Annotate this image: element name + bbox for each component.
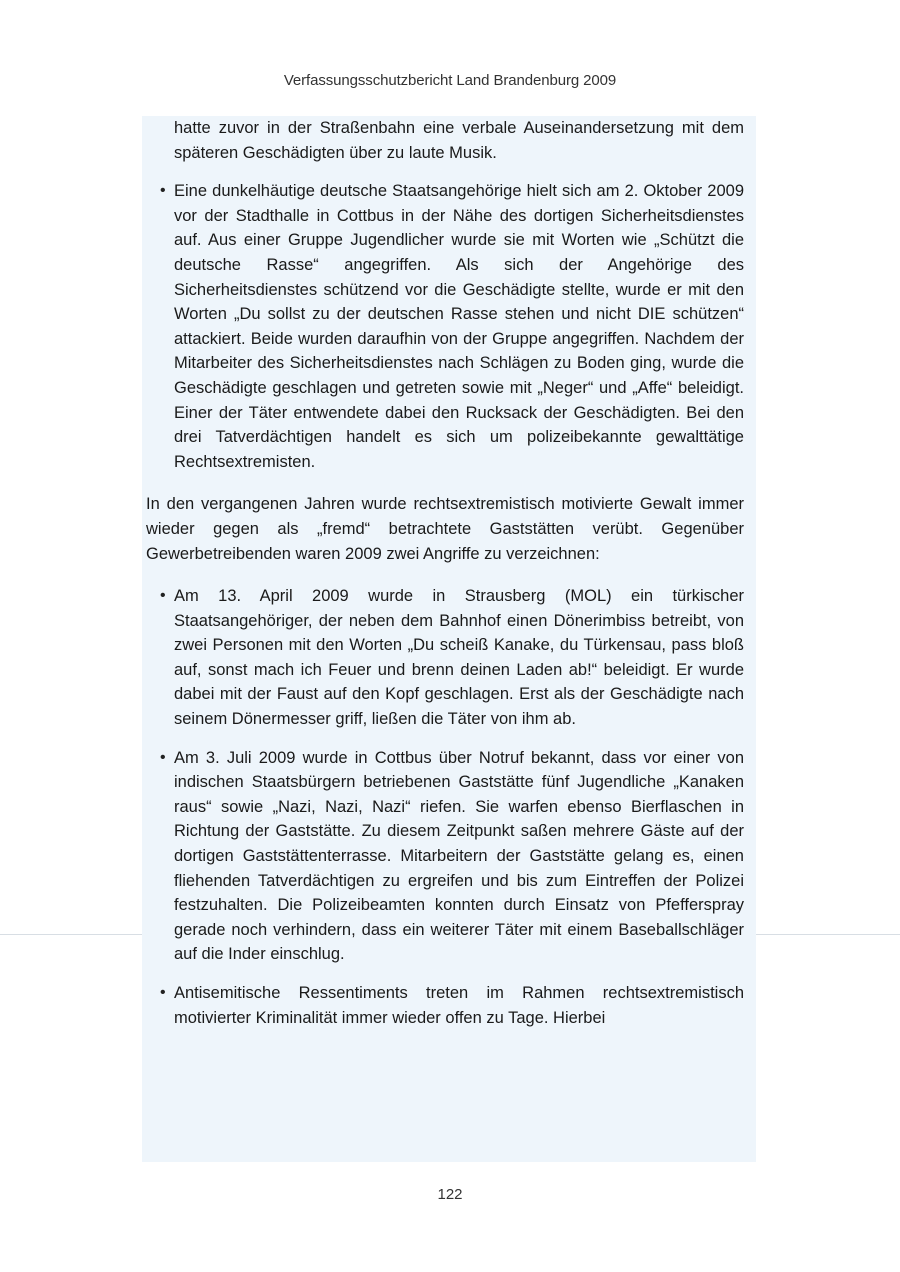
bullet-text: Eine dunkelhäutige deutsche Staatsangehörige hielt sich am 2. Oktober 2009 vor der Stadthalle in Cottbus in der Nähe des dortigen Sicherheitsdienstes auf. Aus einer Gruppe Jugendlicher wurde sie mit Worten wie „Schützt die deutsche Rasse“ angegriffen. Als sich der Angehörige des Sicherheitsdienstes schützend vor die Geschädigte stellte, wurde er mit den Worten „Du sollst zu der deutschen Rasse stehen und nicht DIE schützen“ attackiert. Beide wurden daraufhin von der Gruppe angegriffen. Nachdem der Mitarbeiter des Sicherheitsdienstes nach Schlägen zu Boden ging, wurde die Geschädigte geschlagen und getreten sowie mit „Neger“ und „Affe“ beleidigt. Einer der Täter entwendete dabei den Rucksack der Geschädigten. Bei den drei Tatverdächtigen handelt es sich um polizeibekannte gewalttätige Rechtsextremisten.: [174, 182, 744, 471]
paragraph-text: hatte zuvor in der Straßenbahn eine verbale Auseinandersetzung mit dem späteren Geschädigten über zu laute Musik.: [174, 119, 744, 162]
bullet-item: [142, 746, 756, 967]
paragraph-continuation: [142, 116, 756, 165]
text-panel: [142, 116, 756, 1162]
bullet-text: Am 3. Juli 2009 wurde in Cottbus über Notruf bekannt, dass vor einer von indischen Staatsbürgern betriebenen Gaststätte fünf Jugendliche „Kanaken raus“ sowie „Nazi, Nazi, Nazi“ riefen. Sie warfen ebenso Bierflaschen in Richtung der Gaststätte. Zu diesem Zeitpunkt saßen mehrere Gäste auf der dortigen Gaststättenterrasse. Mitarbeitern der Gaststätte gelang es, einen fliehenden Tatverdächtigen zu ergreifen und bis zum Eintreffen der Polizei festzuhalten. Die Polizeibeamten konnten durch Einsatz von Pfefferspray gerade noch verhindern, dass ein weiterer Täter mit einem Baseballschläger auf die Inder einschlug.: [174, 748, 744, 964]
page-header: Verfassungsschutzbericht Land Brandenburg 2009: [283, 72, 617, 89]
bullet-item: [142, 179, 756, 474]
paragraph: [142, 492, 756, 566]
bullet-text: Am 13. April 2009 wurde in Strausberg (MOL) ein türkischer Staatsangehöriger, der neben dem Bahnhof einen Dönerimbiss betreibt, von zwei Personen mit den Worten „Du scheiß Kanake, du Türkensau, pass bloß auf, sonst mach ich Feuer und brenn deinen Laden ab!“ beleidigt. Er wurde dabei mit der Faust auf den Kopf geschlagen. Erst als der Geschädigte nach seinem Dönermesser griff, ließen die Täter von ihm ab.: [174, 587, 744, 729]
bullet-text: Antisemitische Ressentiments treten im Rahmen rechtsextremistisch motivierter Kriminalität immer wieder offen zu Tage. Hierbei: [174, 984, 744, 1027]
paragraph-text: In den vergangenen Jahren wurde rechtsextremistisch motivierte Gewalt immer wieder gegen als „fremd“ betrachtete Gaststätten verübt. Gegenüber Gewerbetreibenden waren 2009 zwei Angriffe zu verzeichnen:: [146, 495, 744, 563]
page-number: 122: [437, 1186, 463, 1203]
bullet-item: [142, 981, 756, 1030]
bullet-marker: •: [160, 587, 166, 605]
bullet-marker: •: [160, 182, 166, 200]
bullet-marker: •: [160, 984, 166, 1001]
bullet-marker: •: [160, 748, 166, 766]
bullet-item: [142, 584, 756, 732]
